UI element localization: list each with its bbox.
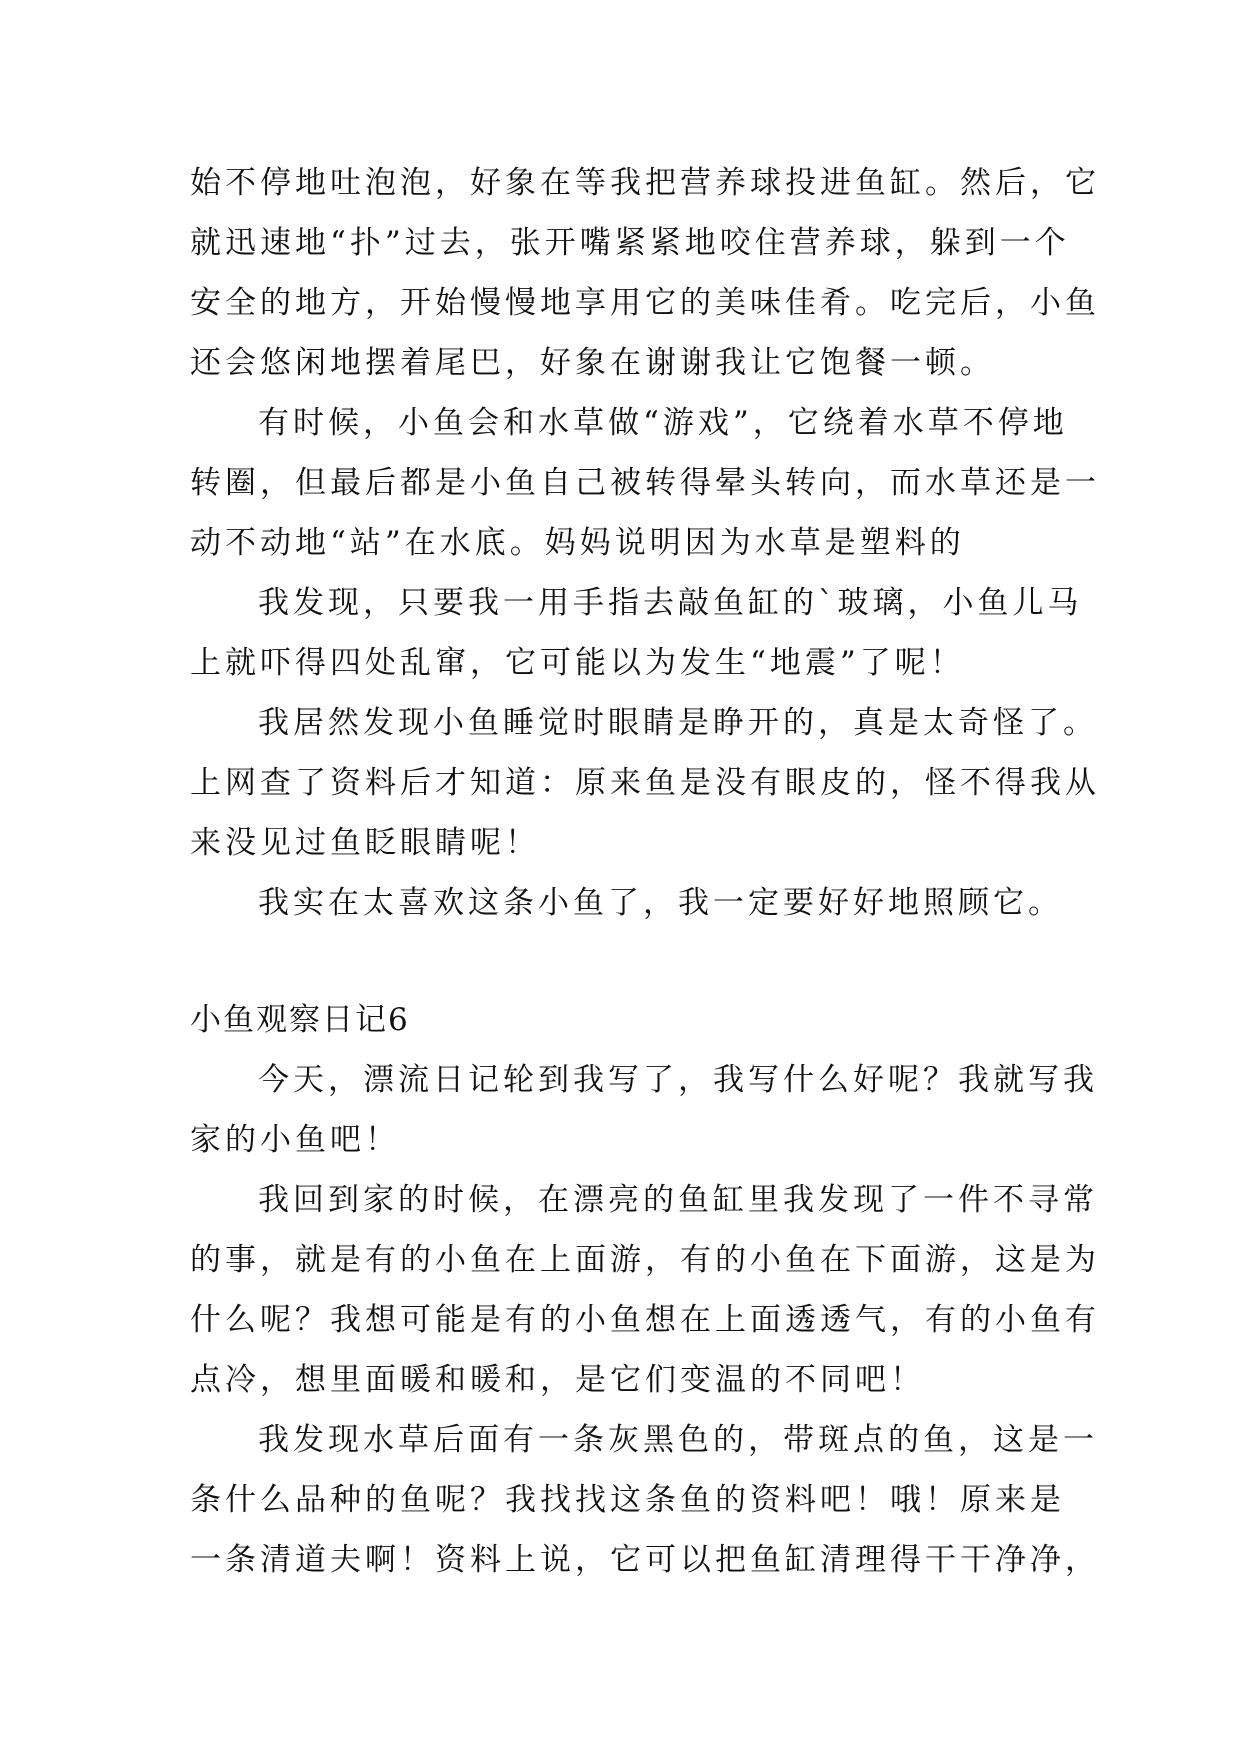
text-line: 的事，就是有的小鱼在上面游，有的小鱼在下面游，这是为 — [190, 1242, 1100, 1278]
text-line: 一条清道夫啊！资料上说，它可以把鱼缸清理得干干净净， — [190, 1542, 1100, 1578]
text-line: 我回到家的时候，在漂亮的鱼缸里我发现了一件不寻常 — [258, 1182, 1098, 1218]
text-line: 今天，漂流日记轮到我写了，我写什么好呢？我就写我 — [258, 1062, 1098, 1098]
text-line: 转圈，但最后都是小鱼自己被转得晕头转向，而水草还是一 — [190, 465, 1100, 501]
text-line: 我发现，只要我一用手指去敲鱼缸的`玻璃，小鱼儿马 — [258, 585, 1083, 621]
text-line: 还会悠闲地摆着尾巴，好象在谢谢我让它饱餐一顿。 — [190, 345, 995, 381]
text-line: 我实在太喜欢这条小鱼了，我一定要好好地照顾它。 — [258, 885, 1063, 921]
text-line: 条什么品种的鱼呢？我找找这条鱼的资料吧！哦！原来是 — [190, 1482, 1065, 1518]
text-line: 上就吓得四处乱窜，它可能以为发生“地震”了呢！ — [190, 645, 965, 681]
text-line: 我发现水草后面有一条灰黑色的，带斑点的鱼，这是一 — [258, 1422, 1098, 1458]
text-line: 什么呢？我想可能是有的小鱼想在上面透透气，有的小鱼有 — [190, 1302, 1100, 1338]
text-line: 始不停地吐泡泡，好象在等我把营养球投进鱼缸。然后，它 — [190, 165, 1100, 201]
text-line: 点冷，想里面暖和暖和，是它们变温的不同吧！ — [190, 1362, 925, 1398]
section-title: 小鱼观察日记6 — [190, 1002, 410, 1038]
text-line: 动不动地“站”在水底。妈妈说明因为水草是塑料的 — [190, 525, 965, 561]
text-line: 有时候，小鱼会和水草做“游戏”，它绕着水草不停地 — [258, 405, 1068, 441]
text-line: 安全的地方，开始慢慢地享用它的美味佳肴。吃完后，小鱼 — [190, 285, 1100, 321]
text-line: 家的小鱼吧！ — [190, 1122, 400, 1158]
text-line: 就迅速地“扑”过去，张开嘴紧紧地咬住营养球，躲到一个 — [190, 225, 1070, 261]
text-line: 我居然发现小鱼睡觉时眼睛是睁开的，真是太奇怪了。 — [258, 705, 1098, 741]
text-line: 来没见过鱼眨眼睛呢！ — [190, 825, 540, 861]
text-line: 上网查了资料后才知道：原来鱼是没有眼皮的，怪不得我从 — [190, 765, 1100, 801]
